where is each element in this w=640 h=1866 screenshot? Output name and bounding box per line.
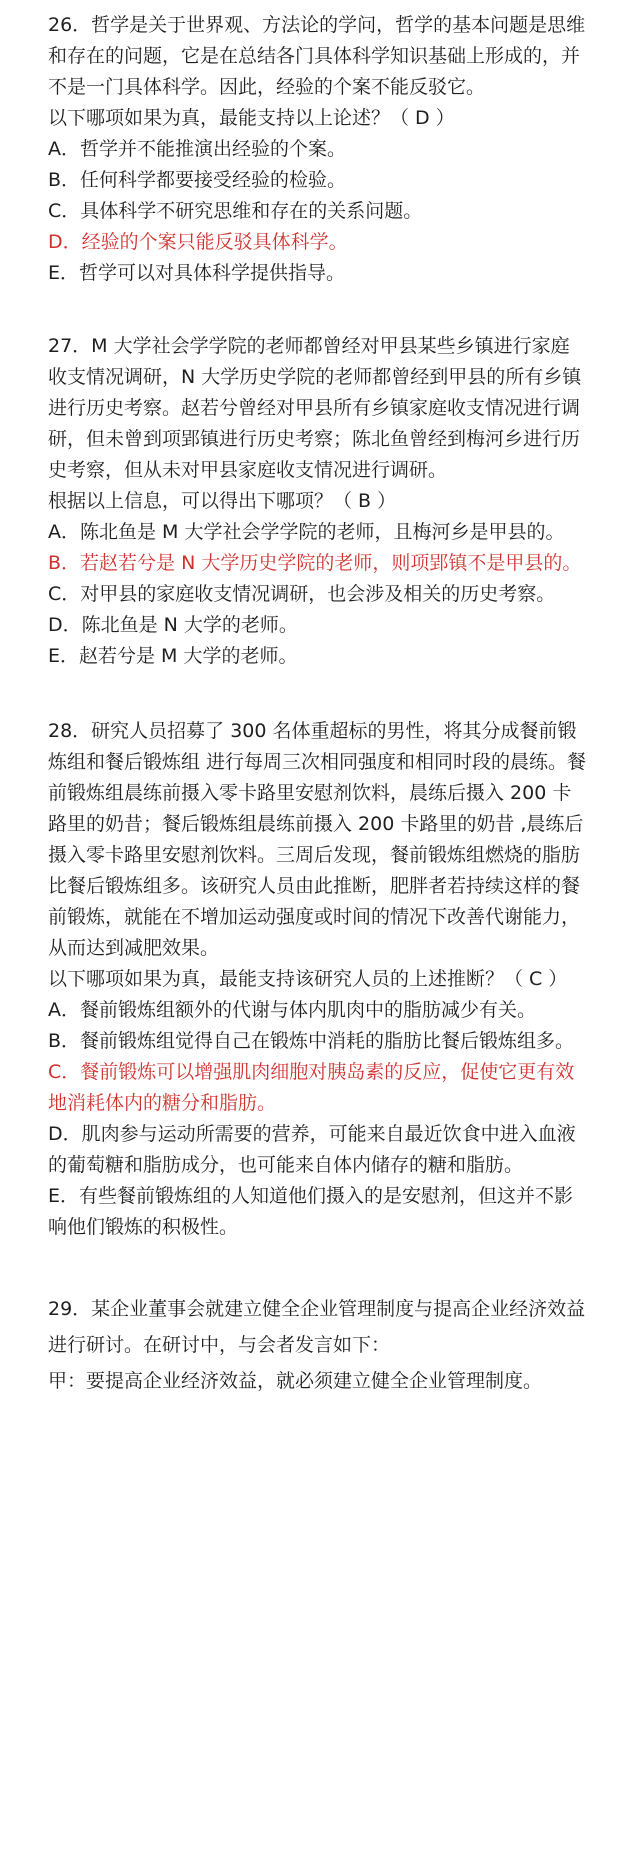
question-28-option-b: B．餐前锻炼组觉得自己在锻炼中消耗的脂肪比餐后锻炼组多。 — [48, 1030, 575, 1052]
question-28-option-a: A．餐前锻炼组额外的代谢与体内肌肉中的脂肪减少有关。 — [48, 999, 536, 1021]
question-28-option-e: E．有些餐前锻炼组的人知道他们摄入的是安慰剂，但这并不影响他们锻炼的积极性。 — [48, 1185, 574, 1238]
question-28 — [48, 716, 588, 1243]
question-26-prompt: 以下哪项如果为真，最能支持以上论述？（ D ） — [48, 107, 455, 129]
question-27-option-a: A．陈北鱼是 M 大学社会学学院的老师，且梅河乡是甲县的。 — [48, 521, 565, 543]
question-29-statement-jia: 甲：要提高企业经济效益，就必须建立健全企业管理制度。 — [48, 1370, 543, 1392]
question-28-prompt: 以下哪项如果为真，最能支持该研究人员的上述推断？（ C ） — [48, 968, 568, 990]
question-27-option-b-answer: B．若赵若兮是 N 大学历史学院的老师，则项郢镇不是甲县的。 — [48, 552, 582, 574]
question-27 — [48, 331, 588, 672]
question-27-option-e: E．赵若兮是 M 大学的老师。 — [48, 645, 298, 667]
question-26-option-d-answer: D．经验的个案只能反驳具体科学。 — [48, 231, 348, 253]
question-26-option-e: E．哲学可以对具体科学提供指导。 — [48, 262, 346, 284]
question-26-option-a: A．哲学并不能推演出经验的个案。 — [48, 138, 346, 160]
question-28-option-c-answer: C．餐前锻炼可以增强肌肉细胞对胰岛素的反应，促使它更有效地消耗体内的糖分和脂肪。 — [48, 1061, 575, 1114]
question-28-option-d: D．肌肉参与运动所需要的营养，可能来自最近饮食中进入血液的葡萄糖和脂肪成分，也可能来自体内储存的糖和脂肪。 — [48, 1123, 576, 1176]
question-27-prompt: 根据以上信息，可以得出下哪项？（ B ） — [48, 490, 397, 512]
question-27-option-c: C．对甲县的家庭收支情况调研，也会涉及相关的历史考察。 — [48, 583, 556, 605]
spacer — [48, 289, 588, 331]
question-29 — [48, 1291, 588, 1399]
question-29-stem: 29．某企业董事会就建立健全企业管理制度与提高企业经济效益进行研讨。在研讨中，与会者发言如下： — [48, 1298, 586, 1356]
question-27-option-d: D．陈北鱼是 N 大学的老师。 — [48, 614, 298, 636]
spacer — [48, 1243, 588, 1291]
question-26-option-c: C．具体科学不研究思维和存在的关系问题。 — [48, 200, 423, 222]
question-27-stem: 27．M 大学社会学学院的老师都曾经对甲县某些乡镇进行家庭收支情况调研，N 大学历史学院的老师都曾经到甲县的所有乡镇进行历史考察。赵若兮曾经对甲县所有乡镇家庭收支情况进行调研，但未曾到项郢镇进行历史考察；陈北鱼曾经到梅河乡进行历史考察，但从未对甲县家庭收支情况进行调研。 — [48, 335, 582, 481]
question-26-stem: 26．哲学是关于世界观、方法论的学问，哲学的基本问题是思维和存在的问题，它是在总结各门具体科学知识基础上形成的，并不是一门具体科学。因此，经验的个案不能反驳它。 — [48, 14, 586, 98]
question-26 — [48, 10, 588, 289]
spacer — [48, 672, 588, 716]
question-26-option-b: B．任何科学都要接受经验的检验。 — [48, 169, 347, 191]
question-28-stem: 28．研究人员招募了 300 名体重超标的男性，将其分成餐前锻炼组和餐后锻炼组 进行每周三次相同强度和相同时段的晨练。餐前锻炼组晨练前摄入零卡路里安慰剂饮料，晨练后摄入 200 卡路里的奶昔；餐后锻炼组晨练前摄入 200 卡路里的奶昔 ,晨练后摄入零卡路里安慰剂饮料。三周后发现，餐前锻炼组燃烧的脂肪比餐后锻炼组多。该研究人员由此推断，肥胖者若持续这样的餐前锻炼，就能在不增加运动强度或时间的情况下改善代谢能力，从而达到减肥效果。 — [48, 720, 587, 959]
